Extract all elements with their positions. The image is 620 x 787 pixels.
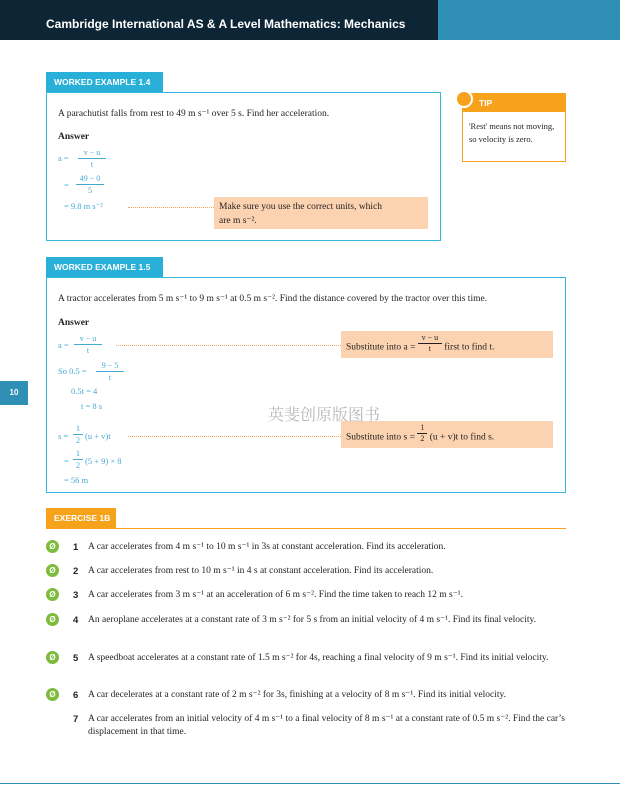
we15-hint1-fraction bbox=[418, 333, 442, 354]
we15-line6-lhs: = bbox=[64, 456, 69, 466]
we15-line5-den: 2 bbox=[76, 436, 80, 445]
we15-hint1-num: v − u bbox=[421, 333, 439, 342]
we15-hint2 bbox=[341, 421, 553, 448]
footer-divider bbox=[0, 783, 620, 784]
exercise-number: 5 bbox=[73, 653, 79, 664]
exercise-question: A car accelerates from 3 m s⁻¹ at an acceleration of 6 m s⁻². Find the time taken to reach 12 m s⁻¹. bbox=[88, 590, 463, 600]
pen-icon: Ø bbox=[46, 651, 59, 664]
we14-line3: = 9.8 m s⁻² bbox=[64, 201, 103, 211]
we15-line5-num: 1 bbox=[76, 424, 80, 433]
we15-hint1-post: first to find t. bbox=[444, 342, 495, 353]
we15-line3: 0.5t = 4 bbox=[71, 386, 98, 396]
we15-hint1 bbox=[341, 331, 553, 358]
hint-leader-dots bbox=[128, 207, 214, 208]
pen-icon: Ø bbox=[46, 540, 59, 553]
we15-hint2-den: 2 bbox=[420, 434, 425, 443]
header-accent-bar bbox=[438, 0, 620, 40]
we15-question: A tractor accelerates from 5 m s⁻¹ to 9 m s⁻¹ at 0.5 m s⁻². Find the distance covered by the tractor over this time. bbox=[58, 294, 488, 304]
pen-icon: Ø bbox=[46, 564, 59, 577]
we15-line7: = 56 m bbox=[64, 475, 89, 485]
exercise-question: A car accelerates from an initial velocity of 4 m s⁻¹ to a final velocity of 8 m s⁻¹ at a constant rate of 0.5 m s⁻². Find the car’s displacement in that time. bbox=[88, 714, 565, 737]
we15-line2-fraction bbox=[96, 360, 124, 383]
pen-icon: Ø bbox=[46, 588, 59, 601]
exercise-number: 1 bbox=[73, 542, 79, 553]
tip-box bbox=[462, 93, 566, 162]
we15-line2-den: t bbox=[108, 373, 112, 382]
worked-example-1-4-tab: WORKED EXAMPLE 1.4 bbox=[46, 72, 163, 92]
page-number: 10 bbox=[0, 381, 28, 405]
we14-line1-den: t bbox=[90, 160, 94, 169]
we14-hint-line2: are m s⁻². bbox=[219, 216, 257, 226]
exercise-number: 6 bbox=[73, 690, 79, 701]
exercise-question: A speedboat accelerates at a constant rate of 1.5 m s⁻² for 4s, reaching a final velocity of 9 m s⁻¹. Find its initial velocity. bbox=[88, 653, 549, 663]
hint-leader-dots bbox=[128, 436, 341, 437]
pen-icon: Ø bbox=[46, 688, 59, 701]
we14-line1-num: v − u bbox=[83, 148, 101, 157]
we14-line2-den: 5 bbox=[88, 186, 92, 195]
we15-line1-lhs: a = bbox=[58, 340, 69, 350]
exercise-question: A car accelerates from rest to 10 m s⁻¹ in 4 s at constant acceleration. Find its acceleration. bbox=[88, 566, 434, 576]
exercise-number: 7 bbox=[73, 714, 79, 725]
hint-leader-dots bbox=[116, 345, 341, 346]
we14-line2-fraction bbox=[76, 173, 104, 196]
worked-example-1-5-box bbox=[46, 277, 566, 493]
exercise-1b-tab: EXERCISE 1B bbox=[46, 508, 116, 528]
we15-line2-lhs: So 0.5 = bbox=[58, 366, 87, 376]
we15-answer-label: Answer bbox=[58, 318, 90, 328]
we15-line1-den: t bbox=[86, 346, 90, 355]
we15-hint2-post: (u + v)t to find s. bbox=[429, 432, 495, 443]
we15-line6-fraction bbox=[73, 448, 83, 471]
we15-line5-rhs: (u + v)t bbox=[85, 431, 111, 441]
watermark: 英斐创原版图书 bbox=[268, 405, 381, 424]
exercise-number: 2 bbox=[73, 566, 79, 577]
tip-text: 'Rest' means not moving, so velocity is zero. bbox=[469, 121, 555, 144]
we14-hint-line1: Make sure you use the correct units, which bbox=[219, 202, 383, 212]
we15-line6-den: 2 bbox=[76, 461, 80, 470]
exercise-number: 3 bbox=[73, 590, 79, 601]
we15-hint2-num: 1 bbox=[420, 423, 425, 432]
we15-line4: t = 8 s bbox=[81, 401, 103, 411]
we15-line1-fraction bbox=[74, 333, 102, 356]
we15-line6-num: 1 bbox=[76, 449, 80, 458]
pen-icon: Ø bbox=[46, 613, 59, 626]
we15-line5-fraction bbox=[73, 423, 83, 446]
exercise-number: 4 bbox=[73, 615, 79, 626]
we15-line2-num: 9 − 5 bbox=[101, 361, 119, 370]
we14-line2-lhs: = bbox=[64, 180, 69, 190]
we14-answer-label: Answer bbox=[58, 132, 90, 142]
we15-line5-lhs: s = bbox=[58, 431, 69, 441]
exercise-question: An aeroplane accelerates at a constant rate of 3 m s⁻² for 5 s from an initial velocity of 4 m s⁻¹. Find its final velocity. bbox=[88, 615, 537, 625]
we14-line2-num: 49 − 0 bbox=[79, 174, 101, 183]
we14-hint bbox=[214, 197, 428, 229]
we15-hint1-den: t bbox=[428, 344, 431, 353]
book-title: Cambridge International AS & A Level Mathematics: Mechanics bbox=[46, 17, 406, 31]
we15-hint1-pre: Substitute into a = bbox=[346, 342, 416, 353]
exercise-question: A car accelerates from 4 m s⁻¹ to 10 m s⁻¹ in 3s at constant acceleration. Find its acceleration. bbox=[88, 542, 446, 552]
we14-line1-fraction bbox=[78, 147, 106, 170]
we15-hint2-pre: Substitute into s = bbox=[346, 432, 415, 443]
we15-hint2-fraction bbox=[417, 423, 427, 444]
exercise-question: A car decelerates at a constant rate of 2 m s⁻² for 3s, finishing at a velocity of 8 m s⁻¹. Find its initial velocity. bbox=[88, 690, 506, 700]
we14-question: A parachutist falls from rest to 49 m s⁻¹ over 5 s. Find her acceleration. bbox=[58, 109, 330, 119]
worked-example-1-5-tab: WORKED EXAMPLE 1.5 bbox=[46, 257, 163, 277]
we15-line6-rhs: (5 + 9) × 8 bbox=[85, 456, 122, 466]
tip-label: TIP bbox=[479, 98, 493, 108]
we14-line1-lhs: a = bbox=[58, 153, 69, 163]
lightbulb-icon bbox=[455, 90, 473, 108]
we15-line1-num: v − u bbox=[79, 334, 97, 343]
exercise-divider bbox=[46, 528, 566, 529]
